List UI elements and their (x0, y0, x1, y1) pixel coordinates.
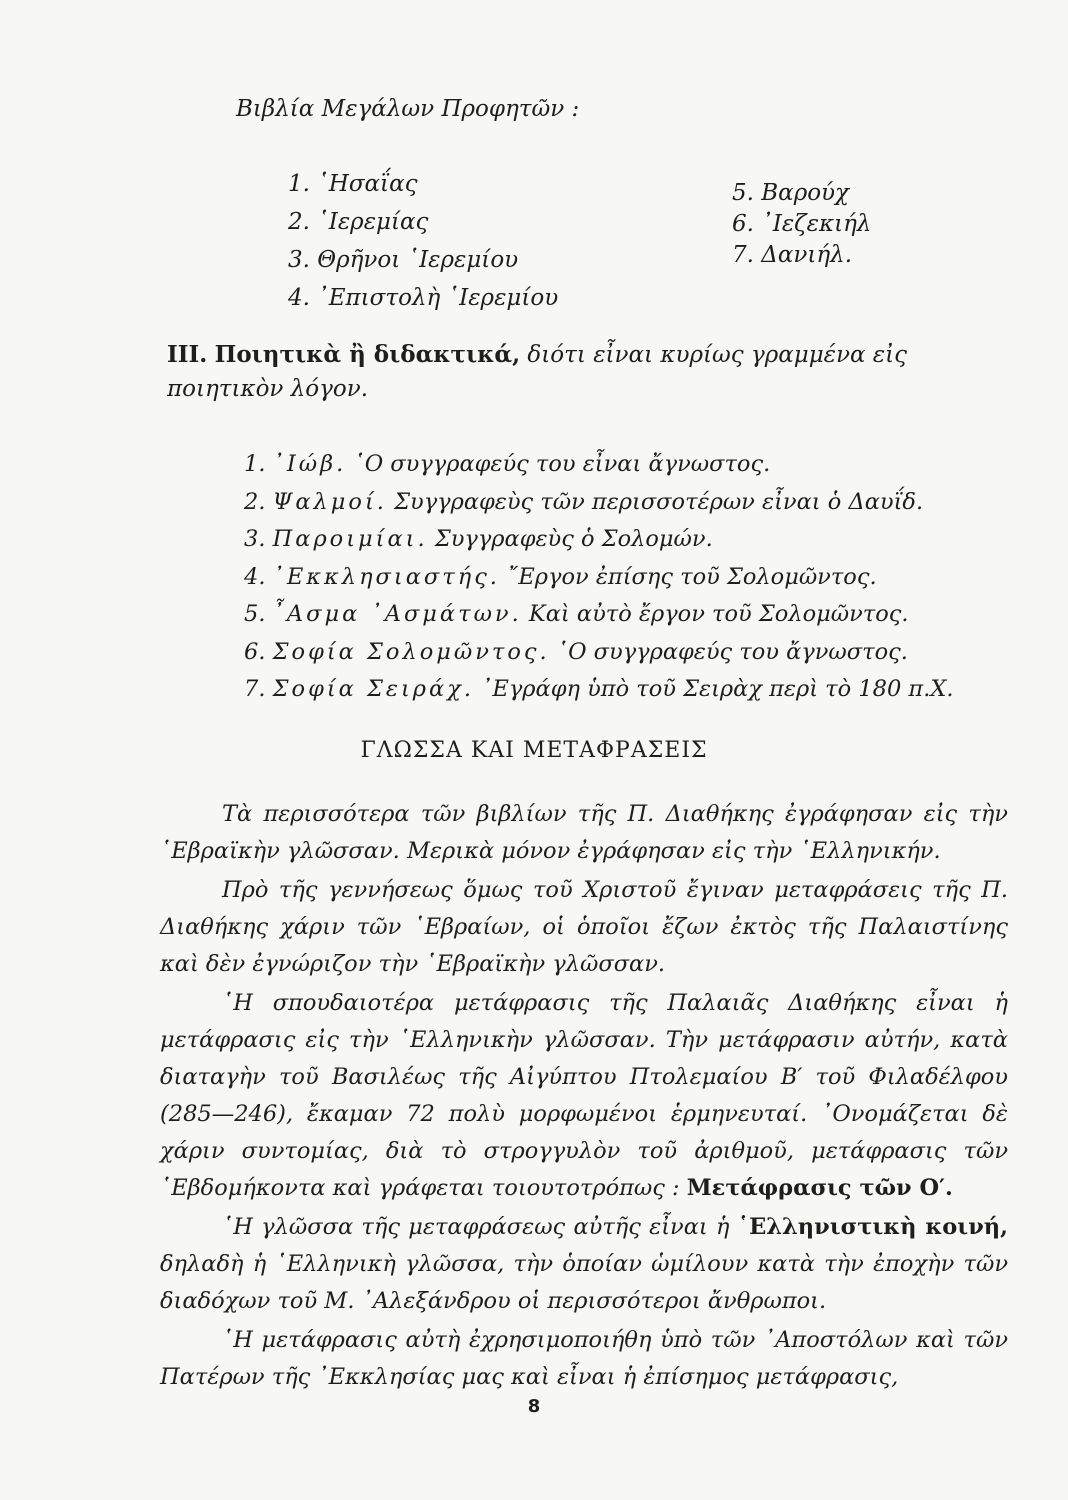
item-number: 4. (244, 563, 266, 590)
section-lead: Ποιητικὰ ἢ διδακτικά, (214, 341, 521, 368)
poetic-books-list (244, 446, 954, 709)
book-title: Σοφία Σολομῶντος. (272, 638, 550, 665)
paragraph (160, 1209, 1008, 1320)
page-number: 8 (527, 1396, 541, 1417)
paragraph-text: ῾Η σπουδαιοτέρα μετάφρασις τῆς Παλαιᾶς Διαθήκης εἶναι ἡ μετάφρασις εἰς τὴν ῾Ελληνικὴν γλῶσσαν. Τὴν μετάφρασιν αὐτήν, κατὰ διαταγὴν τοῦ Βασιλέως τῆς Αἰγύπτου Πτολεμαίου Β′ τοῦ Φιλαδέλφου (285—246), ἔκαμαν 72 πολὺ μορφωμένοι ἑρμηνευταί. ᾿Ονομάζεται δὲ χάριν συντομίας, διὰ τὸ στρογγυλὸν τοῦ ἀριθμοῦ, μετάφρασις τῶν ῾Εβδομήκοντα καὶ γράφεται τοιουτοτρόπως : (160, 990, 1008, 1201)
paragraph: ῾Η μετάφρασις αὐτὴ ἐχρησιμοποιήθη ὑπὸ τῶν ᾿Αποστόλων καὶ τῶν Πατέρων τῆς ᾿Εκκλησίας μας καὶ εἶναι ἡ ἐπίσημος μετάφρασις, (160, 1327, 1008, 1390)
book-title: Σοφία Σειράχ. (272, 676, 475, 702)
section-description: διότι εἶναι κυρίως γραμμένα εἰς ποιητικὸν λόγον. (167, 342, 908, 402)
item-number: 6. (244, 638, 266, 665)
book-title: ᾿Ιώβ. (272, 451, 347, 477)
book-description: ῾Ο συγγραφεύς του εἶναι ἄγνωστος. (353, 451, 771, 477)
book-description: ῾Ο συγγραφεύς του ἄγνωστος. (556, 638, 908, 665)
prophets-list-right (732, 178, 871, 271)
item-number: 3. (244, 526, 266, 552)
item-number: 1. (244, 451, 266, 477)
list-item: 4. ᾿Επιστολὴ ῾Ιερεμίου (288, 285, 559, 311)
book-description: Καὶ αὐτὸ ἔργον τοῦ Σολομῶντος. (528, 601, 909, 627)
book-description: Συγγραφεὺς τῶν περισσοτέρων εἶναι ὁ Δαυΐδ. (394, 488, 924, 515)
book-description: ᾿Εγράφη ὑπὸ τοῦ Σειρὰχ περὶ τὸ 180 π.Χ. (481, 676, 954, 702)
paragraph-text: ῾Η γλῶσσα τῆς μεταφράσεως αὐτῆς εἶναι ἡ (222, 1214, 730, 1240)
bold-term: Μετάφρασις τῶν Ο′. (686, 1175, 953, 1201)
list-item (244, 634, 954, 672)
list-item (244, 484, 954, 522)
paragraph: Τὰ περισσότερα τῶν βιβλίων τῆς Π. Διαθήκης ἐγράφησαν εἰς τὴν ῾Εβραϊκὴν γλῶσσαν. Μερικὰ μόνον ἐγράφησαν εἰς τὴν ῾Ελληνικήν. (160, 801, 1008, 864)
bold-term: ῾Ελληνιστικὴ κοινή, (737, 1214, 1008, 1240)
prophets-list-left (288, 165, 558, 317)
list-item: 7. Δανιήλ. (732, 242, 853, 268)
list-item: 2. ῾Ιερεμίας (288, 209, 429, 235)
list-item: 5. Βαρούχ (732, 180, 849, 206)
list-item (244, 559, 954, 597)
book-title: ᾿Εκκλησιαστής. (272, 563, 500, 590)
book-description: ῎Εργον ἐπίσης τοῦ Σολομῶντος. (507, 563, 877, 590)
language-section-title: ΓΛΩΣΣΑ ΚΑΙ ΜΕΤΑΦΡΑΣΕΙΣ (360, 738, 708, 763)
major-prophets-heading: Βιβλία Μεγάλων Προφητῶν : (236, 96, 580, 122)
book-title: Ψαλμοί. (272, 488, 387, 515)
book-title: Παροιμίαι. (272, 526, 428, 552)
book-description: Συγγραφεὺς ὁ Σολομών. (434, 526, 713, 552)
paragraph (160, 985, 1008, 1207)
paragraph: Πρὸ τῆς γεννήσεως ὅμως τοῦ Χριστοῦ ἔγιναν μεταφράσεις τῆς Π. Διαθήκης χάριν τῶν ῾Εβραίων, οἱ ὁποῖοι ἔζων ἐκτὸς τῆς Παλαιστίνης καὶ δὲν ἐγνώριζον τὴν ῾Εβραϊκὴν γλῶσσαν. (160, 877, 1008, 977)
list-item (244, 596, 954, 634)
section-numeral: III. (167, 341, 208, 368)
item-number: 2. (244, 488, 266, 515)
list-item: 1. ῾Ησαΐας (288, 171, 418, 197)
item-number: 7. (244, 676, 266, 702)
list-item (244, 521, 954, 559)
item-number: 5. (244, 601, 266, 627)
list-item: 6. ᾿Ιεζεκιήλ (732, 211, 872, 237)
list-item (244, 671, 954, 709)
list-item: 3. Θρῆνοι ῾Ιερεμίου (288, 247, 519, 273)
book-title: ῏Ασμα ᾿Ασμάτων. (272, 601, 522, 627)
language-section-body (160, 796, 1008, 1396)
section-poetic-books-intro (167, 338, 1017, 406)
list-item (244, 446, 954, 484)
paragraph-text: δηλαδὴ ἡ ῾Ελληνικὴ γλῶσσα, τὴν ὁποίαν ὡμίλουν κατὰ τὴν ἐποχὴν τῶν διαδόχων τοῦ Μ. ᾿Αλεξάνδρου οἱ περισσότεροι ἄνθρωποι. (160, 1251, 1008, 1314)
